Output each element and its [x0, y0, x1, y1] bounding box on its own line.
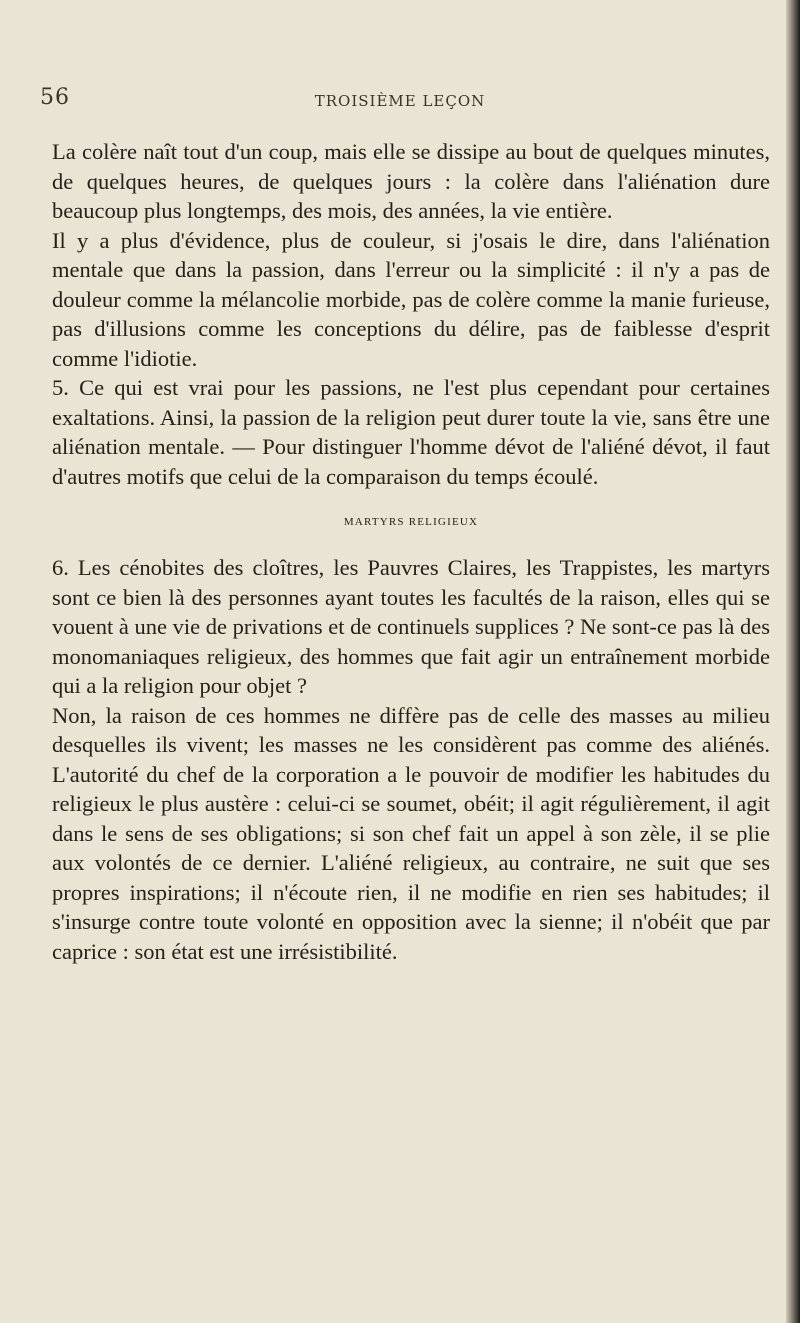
- running-title: TROISIÈME LEÇON: [314, 92, 486, 110]
- text-block: [52, 137, 770, 966]
- paragraph: 5. Ce qui est vrai pour les passions, ne l'est plus cependant pour certaines exaltations. Ainsi, la passion de la religion peut durer toute la vie, sans être une aliénation mentale. — Pour distinguer l'homme dévot de l'aliéné dévot, il faut d'autres motifs que celui de la comparaison du temps écoulé.: [52, 375, 770, 489]
- paragraph: La colère naît tout d'un coup, mais elle se dissipe au bout de quelques minutes, de quelques heures, de quelques jours : la colère dans l'aliénation dure beaucoup plus longtemps, des mois, des années, la vie entière.: [52, 139, 770, 223]
- page-edge: [786, 0, 800, 1323]
- paragraph: Il y a plus d'évidence, plus de couleur, si j'osais le dire, dans l'aliénation mentale que dans la passion, dans l'erreur ou la simplicité : il n'y a pas de douleur comme la mélancolie morbide, pas de colère comme la manie furieuse, pas d'illusions comme les conceptions du délire, pas de faiblesse d'esprit comme l'idiotie.: [52, 227, 770, 371]
- paragraph: 6. Les cénobites des cloîtres, les Pauvres Claires, les Trappistes, les martyrs sont ce bien là des personnes ayant toutes les facultés de la raison, elles qui se vouent à une vie de privations et de continuels supplices ? Ne sont-ce pas là des monomaniaques religieux, des hommes que fait agir un entraînement morbide qui a la religion pour objet ?: [52, 555, 770, 698]
- section-heading: MARTYRS RELIGIEUX: [343, 516, 479, 528]
- page-number: 56: [40, 85, 70, 110]
- paragraph: Non, la raison de ces hommes ne diffère pas de celle des masses au milieu desquelles ils vivent; les masses ne les considèrent pas comme des aliénés. L'autorité du chef de la corporation a le pouvoir de modifier les habitudes du religieux le plus austère : celui-ci se soumet, obéit; il agit régulièrement, il agit dans le sens de ses obligations; si son chef fait un appel à son zèle, il se plie aux volontés de ce dernier. L'aliéné religieux, au contraire, ne suit que ses propres inspirations; il n'écoute rien, il ne modifie en rien ses habitudes; il s'insurge contre toute volonté en opposition avec la sienne; il n'obéit que par caprice : son état est une irrésistibilité.: [52, 702, 770, 964]
